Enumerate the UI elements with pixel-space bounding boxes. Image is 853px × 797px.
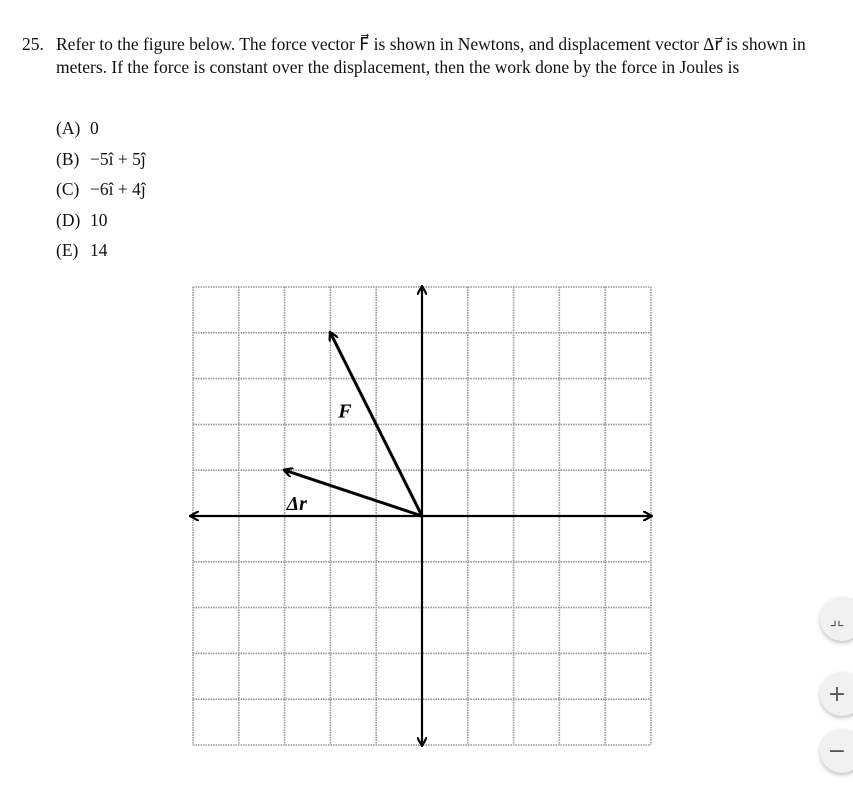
option-a[interactable]	[56, 116, 146, 147]
question-text: Refer to the figure below. The force vector F⃗ is shown in Newtons, and displacement vector Δr⃗ is shown in meters. If the force is constant over the displacement, then the work done by the force in Joules is	[56, 34, 806, 77]
option-label: (C)	[56, 179, 80, 199]
option-label: (D)	[56, 209, 81, 230]
option-text: −6î + 4ĵ	[90, 179, 146, 199]
option-text: −5î + 5ĵ	[90, 148, 146, 169]
plus-icon: +	[827, 681, 847, 707]
option-label: (A)	[56, 118, 81, 138]
option-c[interactable]	[56, 177, 146, 208]
option-e[interactable]	[56, 238, 146, 269]
option-text: 14	[90, 240, 108, 260]
option-text: 0	[90, 118, 99, 138]
option-text: 10	[90, 209, 108, 230]
option-d[interactable]	[56, 208, 146, 239]
fit-screen-button[interactable]	[820, 597, 853, 641]
option-label: (B)	[56, 148, 80, 169]
question-number: 25.	[22, 34, 44, 54]
fit-screen-icon: ⌟⌞	[829, 609, 845, 629]
option-b[interactable]	[56, 147, 146, 178]
question	[22, 33, 812, 79]
zoom-in-button[interactable]	[820, 672, 853, 716]
displacement-label: Δr⃗	[286, 493, 323, 515]
zoom-out-button[interactable]	[820, 729, 853, 773]
force-label: F⃗	[338, 400, 368, 423]
minus-icon: −	[827, 738, 847, 764]
option-label: (E)	[56, 240, 79, 260]
answer-options	[56, 116, 146, 269]
vector-figure	[185, 280, 665, 755]
